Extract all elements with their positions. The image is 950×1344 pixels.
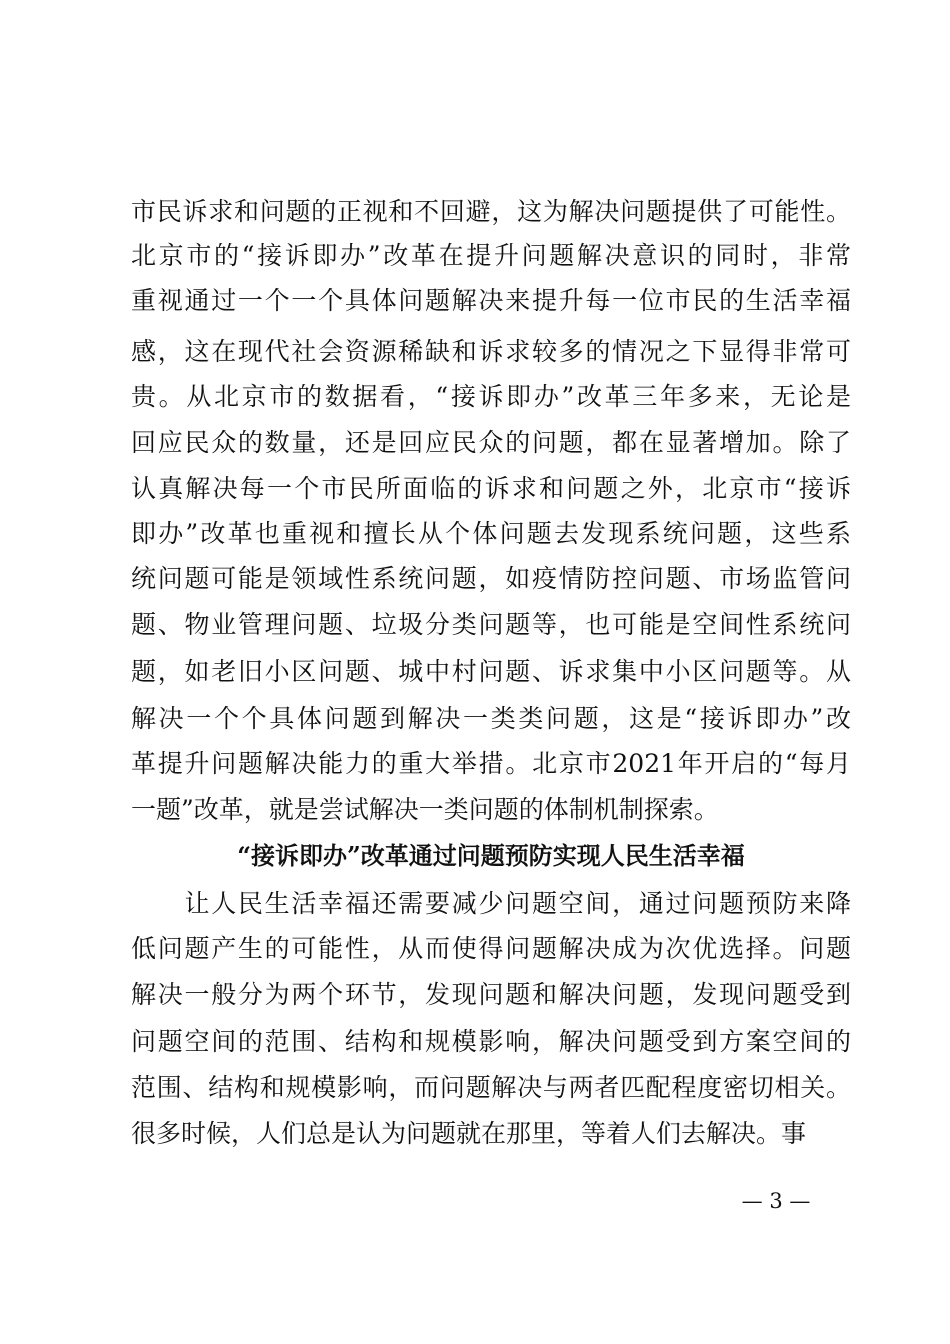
section-heading: “接诉即办”改革通过问题预防实现人民生活幸福 — [237, 841, 745, 870]
paragraph-2-line-5: 范围、结构和规模影响，而问题解决与两者匹配程度密切相关。 — [131, 1073, 851, 1102]
paragraph-2-line-2: 低问题产生的可能性，从而使得问题解决成为次优选择。问题 — [131, 934, 851, 963]
paragraph-1-line-11: 题，如老旧小区问题、城中村问题、诉求集中小区问题等。从 — [131, 657, 851, 686]
paragraph-1-line-6: 回应民众的数量，还是回应民众的问题，都在显著增加。除了 — [131, 428, 851, 457]
paragraph-1-line-7: 认真解决每一个市民所面临的诉求和问题之外，北京市“接诉 — [131, 474, 851, 503]
paragraph-1-line-2: 北京市的“接诉即办”改革在提升问题解决意识的同时，非常 — [131, 241, 851, 270]
paragraph-2-line-3: 解决一般分为两个环节，发现问题和解决问题，发现问题受到 — [131, 980, 851, 1009]
paragraph-1-line-1: 市民诉求和问题的正视和不回避，这为解决问题提供了可能性。 — [131, 197, 851, 226]
paragraph-1-line-4: 感，这在现代社会资源稀缺和诉求较多的情况之下显得非常可 — [131, 337, 851, 366]
paragraph-1-line-9: 统问题可能是领域性系统问题，如疫情防控问题、市场监管问 — [131, 564, 851, 593]
paragraph-2-line-6: 很多时候，人们总是认为问题就在那里，等着人们去解决。事 — [131, 1119, 807, 1148]
paragraph-1-line-13: 革提升问题解决能力的重大举措。北京市2021年开启的“每月 — [131, 749, 851, 778]
paragraph-1-line-3: 重视通过一个一个具体问题解决来提升每一位市民的生活幸福 — [131, 286, 851, 315]
page-number: — 3 — — [741, 1189, 811, 1213]
paragraph-2-line-4: 问题空间的范围、结构和规模影响，解决问题受到方案空间的 — [131, 1027, 851, 1056]
paragraph-1-line-8: 即办”改革也重视和擅长从个体问题去发现系统问题，这些系 — [131, 519, 851, 548]
paragraph-2-line-1: 让人民生活幸福还需要减少问题空间，通过问题预防来降 — [131, 889, 851, 918]
paragraph-1-line-10: 题、物业管理问题、垃圾分类问题等，也可能是空间性系统问 — [131, 610, 851, 639]
paragraph-1-line-12: 解决一个个具体问题到解决一类类问题，这是“接诉即办”改 — [131, 704, 851, 733]
paragraph-1-line-5: 贵。从北京市的数据看，“接诉即办”改革三年多来，无论是 — [131, 382, 851, 411]
paragraph-1-line-14: 一题”改革，就是尝试解决一类问题的体制机制探索。 — [131, 795, 719, 824]
